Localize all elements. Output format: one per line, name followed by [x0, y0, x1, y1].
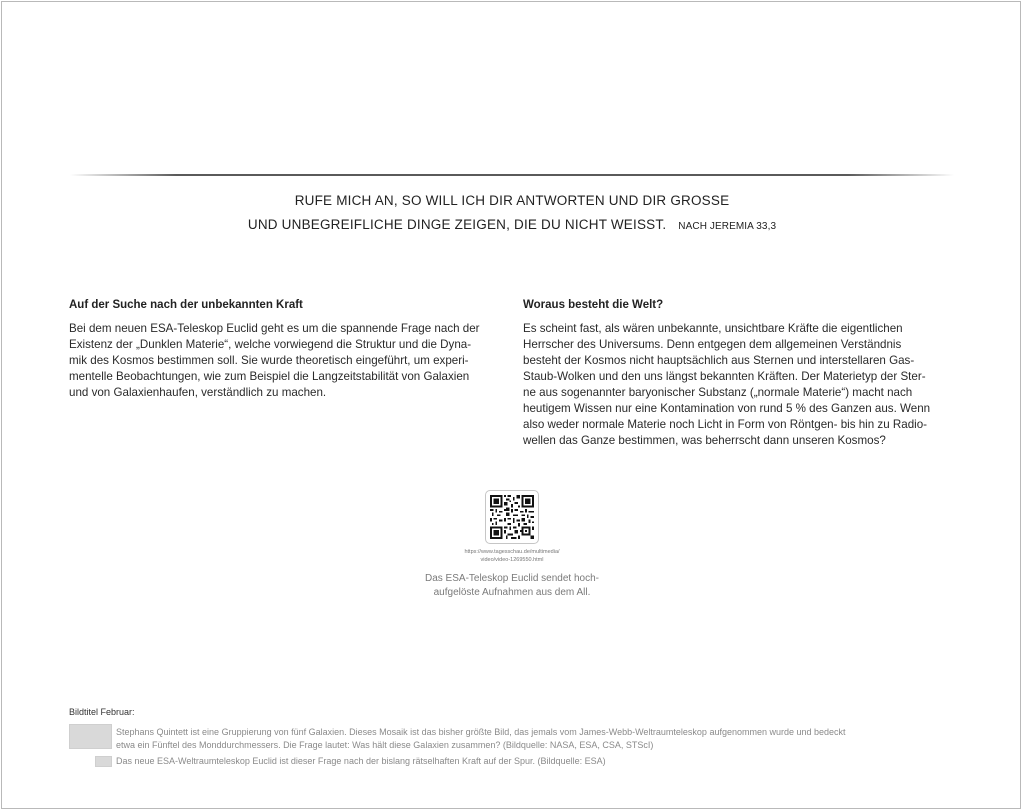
left-body-line: mik des Kosmos bestimmen soll. Sie wurde theoretisch eingeführt, um experi- — [69, 354, 469, 367]
footer-caption-2 — [116, 755, 606, 768]
left-column-heading: Auf der Suche nach der unbekannten Kraft — [69, 299, 303, 311]
qr-caption-line: Das ESA-Teleskop Euclid sendet hoch- — [425, 573, 599, 584]
footer-caption-1 — [116, 726, 846, 752]
right-column-heading: Woraus besteht die Welt? — [523, 299, 664, 311]
left-body-line: und von Galaxienhaufen, verständlich zu machen. — [69, 386, 327, 399]
footer-caption-line: etwa ein Fünftel des Monddurchmessers. Die Frage lautet: Was hält diese Galaxien zusammen? (Bildquelle: NASA, ESA, CSA, STScI) — [116, 740, 654, 750]
footer-title: Bildtitel Februar: — [69, 707, 135, 717]
top-divider — [70, 174, 954, 176]
left-body-line: mentelle Beobachtungen, wie zum Beispiel die Langzeitstabilität von Galaxien — [69, 370, 470, 383]
verse-line-2-text: UND UNBEGREIFLICHE DINGE ZEIGEN, DIE DU NICHT WEISST. — [247, 217, 667, 232]
qr-url-line: https://www.tagesschau.de/multimedia/ — [464, 549, 560, 555]
verse-reference: NACH JEREMIA 33,3 — [678, 221, 777, 232]
thumbnail-image-1 — [69, 724, 112, 749]
left-column — [69, 297, 495, 401]
right-body-line: ne aus sogenannter baryonischer Substanz („normale Materie“) macht nach — [523, 386, 913, 399]
left-column-body — [69, 321, 495, 401]
thumbnail-image-2 — [95, 756, 112, 767]
qr-caption-line: aufgelöste Aufnahmen aus dem All. — [433, 587, 591, 598]
right-column — [523, 297, 955, 449]
qr-caption — [412, 572, 612, 600]
right-body-line: besteht der Kosmos nicht hauptsächlich aus Sternen und interstellaren Gas- — [523, 354, 915, 367]
left-body-line: Existenz der „Dunklen Materie“, welche vorwiegend die Struktur und die Dyna- — [69, 338, 472, 351]
qr-code[interactable] — [485, 490, 539, 544]
right-body-line: heutigem Wissen nur eine Kontamination von rund 5 % des Ganzen aus. Wenn — [523, 402, 931, 415]
qr-code-icon — [490, 495, 534, 539]
footer-caption-line: Stephans Quintett ist eine Gruppierung von fünf Galaxien. Dieses Mosaik ist das bisher größte Bild, das jemals vom James-Webb-Weltraumteleskop aufgenommen wurde und bedeckt — [116, 727, 846, 737]
right-body-line: Herrscher des Universums. Denn entgegen dem allgemeinen Verständnis — [523, 338, 902, 351]
right-body-line: Es scheint fast, als wären unbekannte, unsichtbare Kräfte die eigentlichen — [523, 322, 903, 335]
footer-caption-line: Das neue ESA-Weltraumteleskop Euclid ist dieser Frage nach der bislang rätselhaften Kraft auf der Spur. (Bildquelle: ESA) — [116, 756, 606, 766]
verse-line-1: RUFE MICH AN, SO WILL ICH DIR ANTWORTEN UND DIR GROSSE — [294, 193, 730, 208]
left-body-line: Bei dem neuen ESA-Teleskop Euclid geht es um die spannende Frage nach der — [69, 322, 480, 335]
qr-url-line: video/video-1269550.html — [480, 557, 544, 563]
right-body-line: also weder normale Materie noch Licht in Form von Röntgen- bis hin zu Radio- — [523, 418, 928, 431]
right-body-line: Staub-Wolken und den uns längst bekannten Kräften. Der Materietyp der Ster- — [523, 370, 926, 383]
right-column-body — [523, 321, 955, 449]
qr-url[interactable] — [412, 548, 612, 564]
right-body-line: wellen das Ganze bestimmen, was beherrscht dann unseren Kosmos? — [523, 434, 886, 447]
verse-line-2 — [0, 217, 1024, 232]
